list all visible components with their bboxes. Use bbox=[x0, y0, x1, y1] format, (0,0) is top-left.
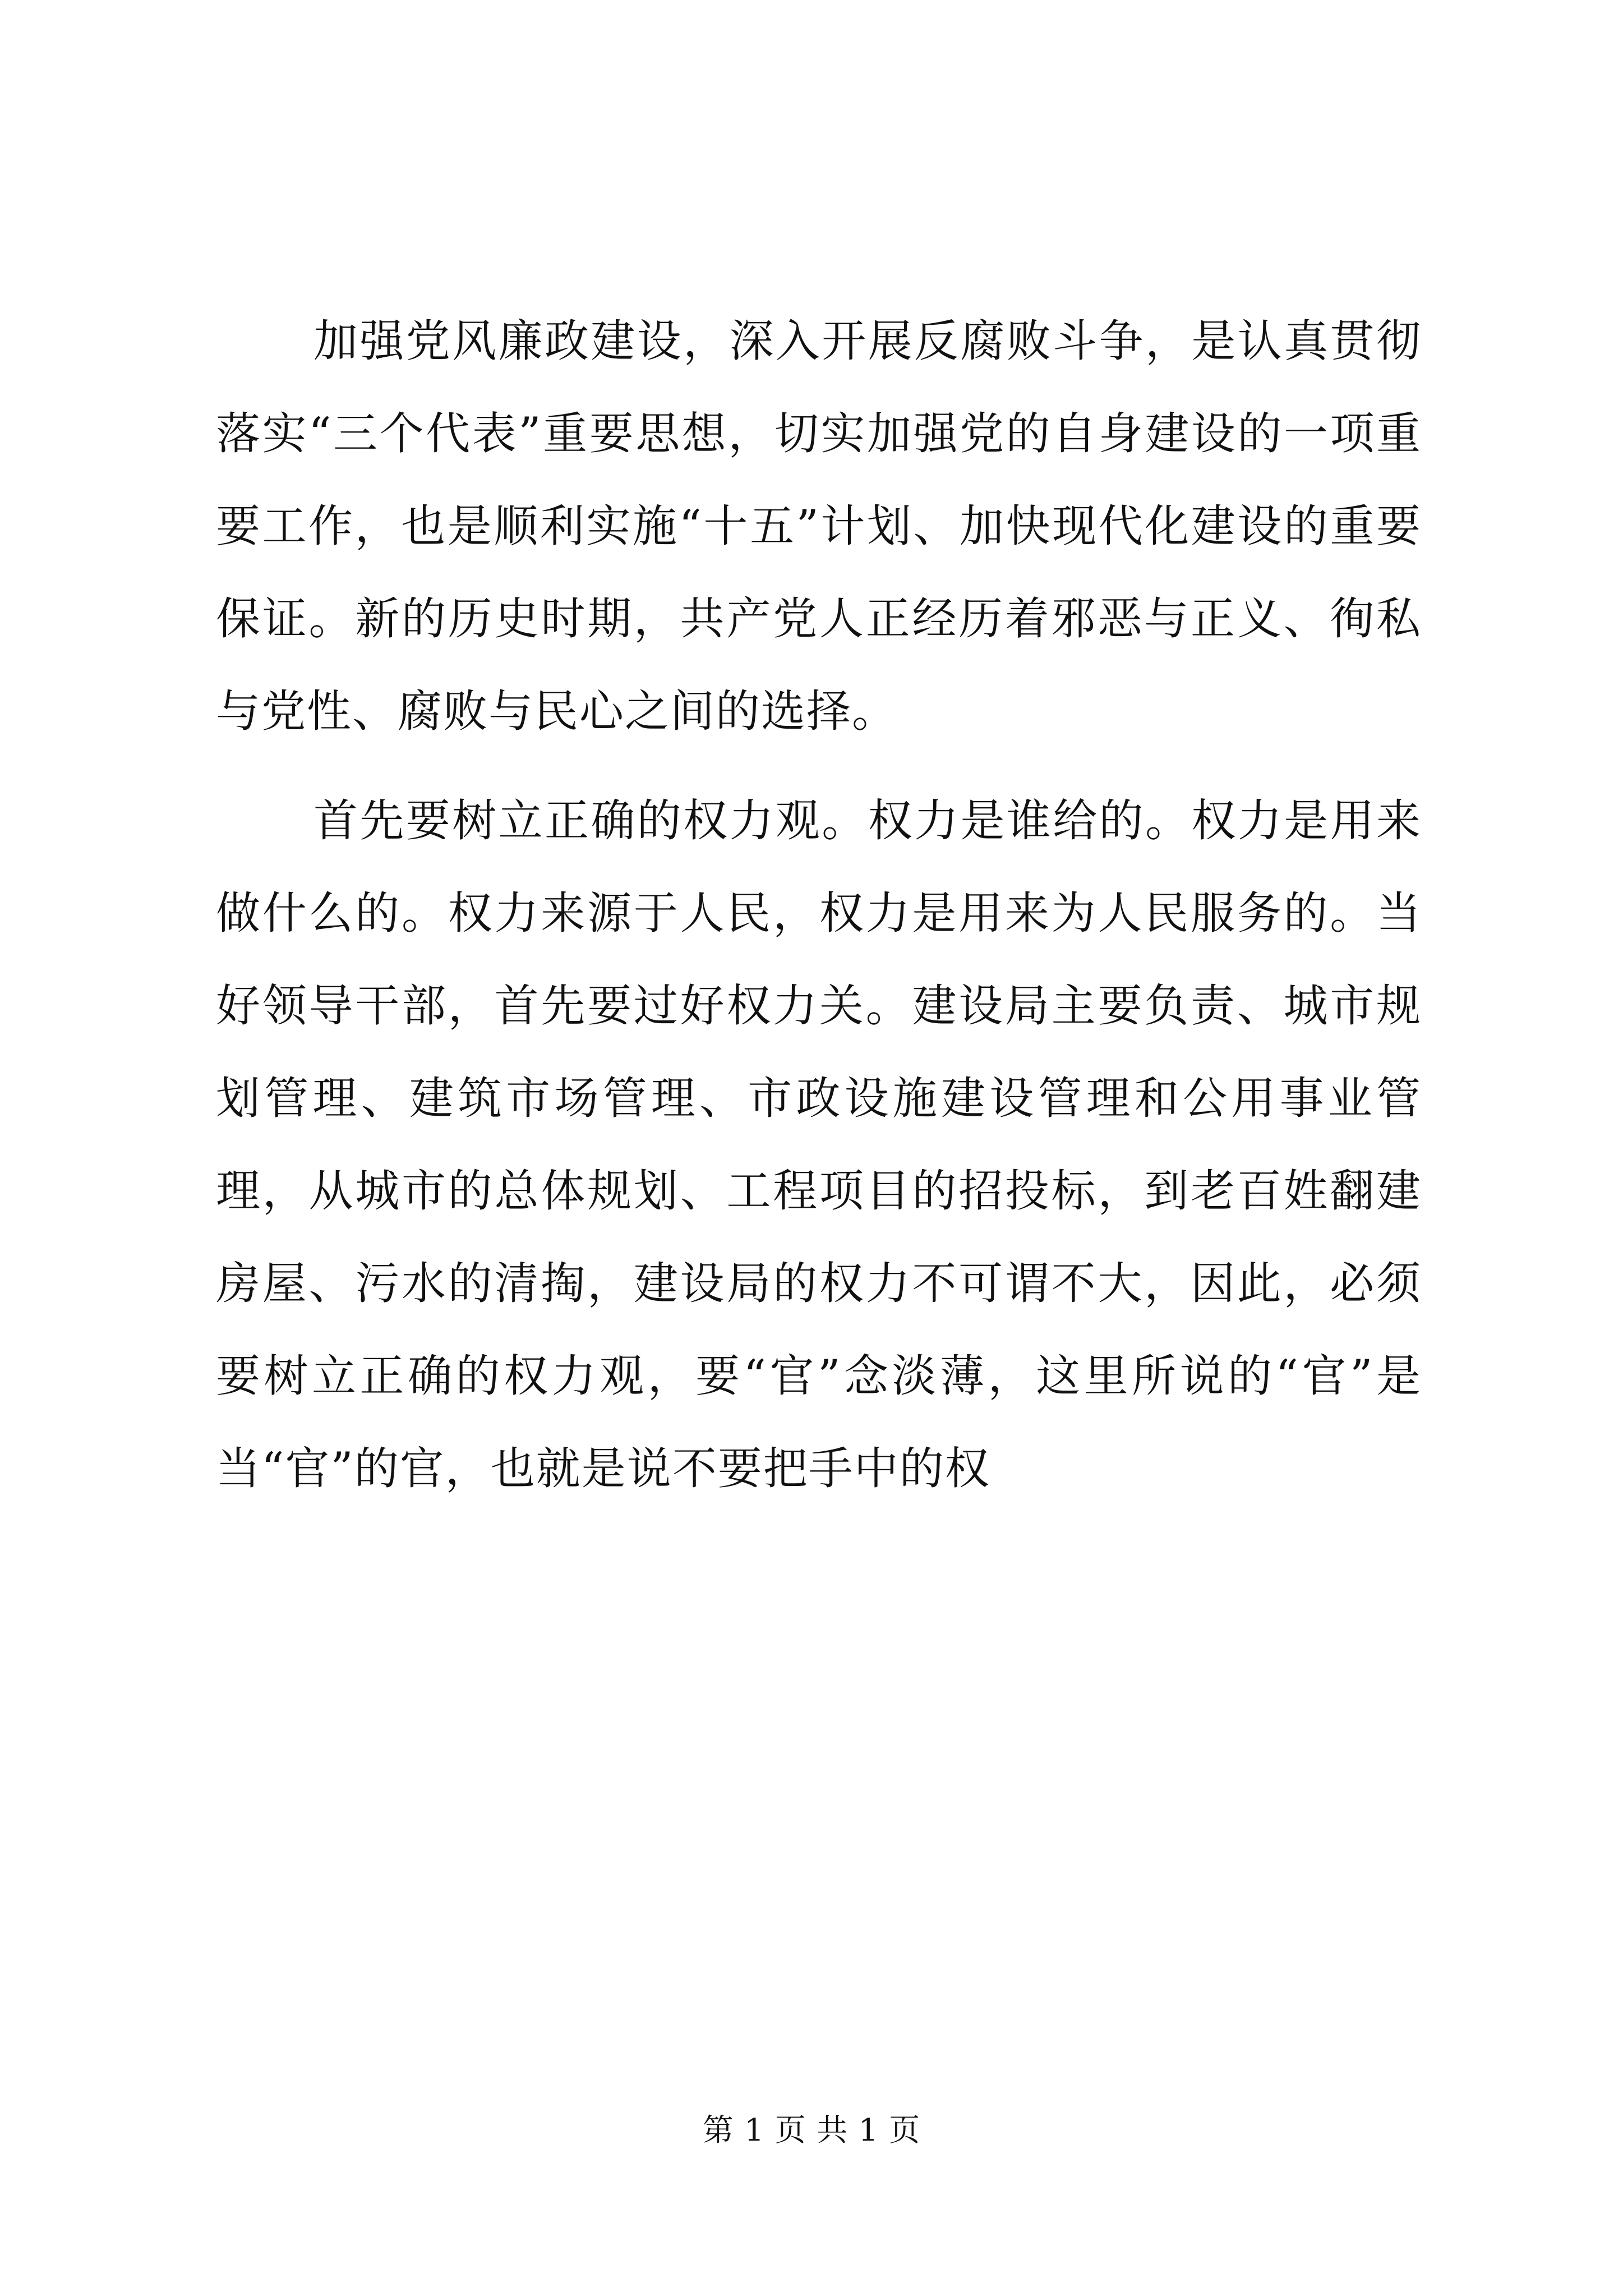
paragraph-1: 加强党风廉政建设，深入开展反腐败斗争，是认真贯彻落实“三个代表”重要思想，切实加强党的自身建设的一项重要工作，也是顺利实施“十五”计划、加快现代化建设的重要保证。新的历史时期，共产党人正经历着邪恶与正义、徇私与党性、腐败与民心之间的选择。 bbox=[216, 315, 1422, 737]
page-footer: 第 1 页 共 1 页 bbox=[702, 2112, 921, 2148]
paragraph-2: 首先要树立正确的权力观。权力是谁给的。权力是用来做什么的。权力来源于人民，权力是用来为人民服务的。当好领导干部，首先要过好权力关。建设局主要负责、城市规划管理、建筑市场管理、市政设施建设管理和公用事业管理，从城市的总体规划、工程项目的招投标，到老百姓翻建房屋、污水的清掏，建设局的权力不可谓不大，因此，必须要树立正确的权力观，要“官”念淡薄，这里所说的“官”是当“官”的官，也就是说不要把手中的权 bbox=[216, 795, 1422, 1494]
document-body bbox=[216, 295, 1422, 1532]
